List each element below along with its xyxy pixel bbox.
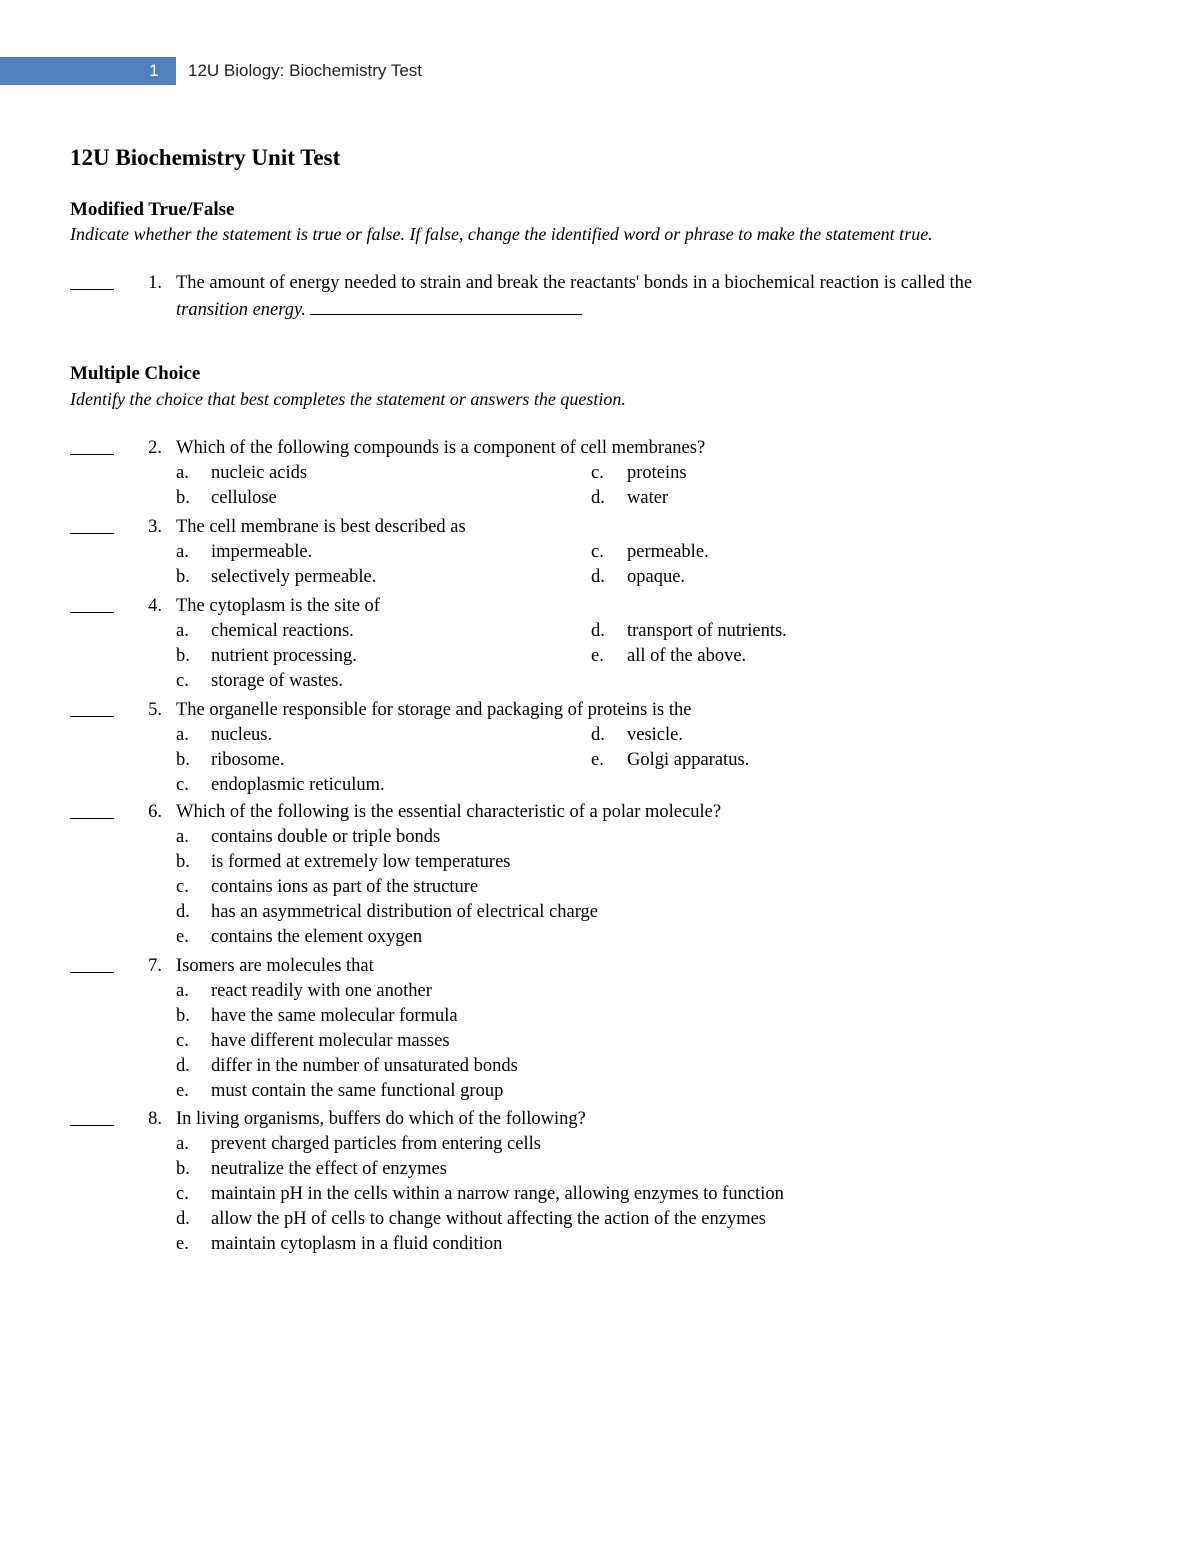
option-text: selectively permeable.	[211, 567, 377, 587]
question-text: Which of the following is the essential characteristic of a polar molecule?	[176, 802, 722, 822]
option-letter: b.	[176, 567, 190, 587]
option-letter: b.	[176, 852, 190, 872]
option-letter: a.	[176, 1134, 189, 1154]
answer-blank[interactable]	[70, 1107, 114, 1132]
option-text: storage of wastes.	[211, 671, 344, 691]
option-row	[0, 1054, 1200, 1079]
question-text: Which of the following compounds is a component of cell membranes?	[176, 438, 706, 458]
option-letter: c.	[591, 542, 604, 562]
option-letter: b.	[176, 750, 190, 770]
question-number: 8.	[148, 1109, 162, 1129]
option-text: chemical reactions.	[211, 621, 354, 641]
identified-phrase: transition energy.	[176, 300, 306, 320]
option-letter: d.	[591, 621, 605, 641]
answer-blank[interactable]	[70, 271, 114, 296]
option-row	[0, 1182, 1200, 1207]
correction-answer-line[interactable]	[310, 296, 582, 315]
answer-blank[interactable]	[70, 954, 114, 979]
section-heading-multiple-choice: Multiple Choice	[70, 363, 201, 384]
option-row	[0, 825, 1200, 850]
option-text: vesicle.	[627, 725, 683, 745]
option-text: impermeable.	[211, 542, 313, 562]
answer-blank[interactable]	[70, 800, 114, 825]
option-letter: e.	[591, 750, 604, 770]
option-row	[0, 1004, 1200, 1029]
option-letter: a.	[176, 463, 189, 483]
option-letter: a.	[176, 621, 189, 641]
question-text: The organelle responsible for storage and packaging of proteins is the	[176, 700, 692, 720]
option-letter: d.	[176, 1056, 190, 1076]
option-row	[0, 461, 1200, 486]
answer-blank[interactable]	[70, 698, 114, 723]
question-text: In living organisms, buffers do which of the following?	[176, 1109, 586, 1129]
option-letter: d.	[591, 725, 605, 745]
option-text: react readily with one another	[211, 981, 432, 1001]
running-header-title: 12U Biology: Biochemistry Test	[188, 61, 423, 80]
question-number: 3.	[148, 517, 162, 537]
option-text: allow the pH of cells to change without affecting the action of the enzymes	[211, 1209, 766, 1229]
option-text: is formed at extremely low temperatures	[211, 852, 511, 872]
option-row	[0, 644, 1200, 669]
answer-blank[interactable]	[70, 515, 114, 540]
option-text: contains double or triple bonds	[211, 827, 441, 847]
option-letter: b.	[176, 1006, 190, 1026]
section-heading-true-false: Modified True/False	[70, 199, 235, 220]
option-row	[0, 875, 1200, 900]
option-letter: b.	[176, 646, 190, 666]
question-text: The cell membrane is best described as	[176, 517, 466, 537]
option-text: nucleic acids	[211, 463, 308, 483]
option-letter: d.	[591, 567, 605, 587]
option-text: has an asymmetrical distribution of electrical charge	[211, 902, 598, 922]
option-text: contains the element oxygen	[211, 927, 423, 947]
question-4	[0, 594, 1200, 694]
option-letter: e.	[176, 1081, 189, 1101]
option-text: differ in the number of unsaturated bonds	[211, 1056, 518, 1076]
option-row	[0, 1232, 1200, 1257]
question-number: 1.	[148, 273, 162, 293]
option-letter: d.	[591, 488, 605, 508]
question-2	[0, 436, 1200, 511]
option-row	[0, 486, 1200, 511]
option-row	[0, 773, 1200, 798]
option-text: have the same molecular formula	[211, 1006, 458, 1026]
option-row	[0, 1207, 1200, 1232]
option-row	[0, 669, 1200, 694]
option-letter: e.	[591, 646, 604, 666]
option-letter: e.	[176, 1234, 189, 1254]
option-text: nutrient processing.	[211, 646, 357, 666]
option-text: permeable.	[627, 542, 709, 562]
option-letter: c.	[176, 877, 189, 897]
question-number: 4.	[148, 596, 162, 616]
option-row	[0, 1079, 1200, 1104]
option-text: Golgi apparatus.	[627, 750, 750, 770]
question-1	[0, 271, 1200, 321]
option-text: prevent charged particles from entering cells	[211, 1134, 541, 1154]
option-letter: d.	[176, 1209, 190, 1229]
answer-blank[interactable]	[70, 594, 114, 619]
option-row	[0, 565, 1200, 590]
question-text-continued	[176, 296, 582, 323]
option-row	[0, 723, 1200, 748]
option-text: all of the above.	[627, 646, 747, 666]
option-letter: b.	[176, 488, 190, 508]
option-letter: c.	[176, 775, 189, 795]
option-text: opaque.	[627, 567, 686, 587]
option-letter: d.	[176, 902, 190, 922]
option-row	[0, 979, 1200, 1004]
option-text: must contain the same functional group	[211, 1081, 504, 1101]
option-row	[0, 900, 1200, 925]
option-text: neutralize the effect of enzymes	[211, 1159, 447, 1179]
option-text: ribosome.	[211, 750, 285, 770]
option-letter: c.	[591, 463, 604, 483]
option-row	[0, 619, 1200, 644]
option-text: maintain cytoplasm in a fluid condition	[211, 1234, 503, 1254]
section-instructions-true-false: Indicate whether the statement is true or false. If false, change the identified word or phrase to make the statement true.	[70, 224, 933, 244]
option-letter: c.	[176, 671, 189, 691]
option-row	[0, 1157, 1200, 1182]
question-number: 5.	[148, 700, 162, 720]
question-8	[0, 1107, 1200, 1257]
question-7	[0, 954, 1200, 1104]
question-text: The cytoplasm is the site of	[176, 596, 380, 616]
option-text: transport of nutrients.	[627, 621, 787, 641]
question-number: 7.	[148, 956, 162, 976]
option-letter: c.	[176, 1031, 189, 1051]
option-row	[0, 1029, 1200, 1054]
option-letter: b.	[176, 1159, 190, 1179]
question-3	[0, 515, 1200, 590]
option-row	[0, 1132, 1200, 1157]
option-letter: e.	[176, 927, 189, 947]
option-letter: a.	[176, 542, 189, 562]
question-number: 6.	[148, 802, 162, 822]
option-row	[0, 925, 1200, 950]
option-text: contains ions as part of the structure	[211, 877, 479, 897]
answer-blank[interactable]	[70, 436, 114, 461]
option-letter: c.	[176, 1184, 189, 1204]
question-number: 2.	[148, 438, 162, 458]
question-5	[0, 698, 1200, 798]
option-letter: a.	[176, 725, 189, 745]
option-letter: a.	[176, 981, 189, 1001]
option-text: water	[627, 488, 669, 508]
option-row	[0, 540, 1200, 565]
option-letter: a.	[176, 827, 189, 847]
page-number: 1	[149, 61, 159, 80]
option-text: cellulose	[211, 488, 277, 508]
option-text: maintain pH in the cells within a narrow range, allowing enzymes to function	[211, 1184, 784, 1204]
section-instructions-multiple-choice: Identify the choice that best completes the statement or answers the question.	[70, 389, 626, 409]
option-text: nucleus.	[211, 725, 273, 745]
document-title: 12U Biochemistry Unit Test	[70, 145, 341, 170]
option-row	[0, 850, 1200, 875]
question-text: The amount of energy needed to strain and break the reactants' bonds in a biochemical reaction is called the	[176, 273, 973, 293]
option-text: endoplasmic reticulum.	[211, 775, 385, 795]
option-text: have different molecular masses	[211, 1031, 450, 1051]
option-text: proteins	[627, 463, 687, 483]
option-row	[0, 748, 1200, 773]
question-text: Isomers are molecules that	[176, 956, 374, 976]
question-6	[0, 800, 1200, 950]
